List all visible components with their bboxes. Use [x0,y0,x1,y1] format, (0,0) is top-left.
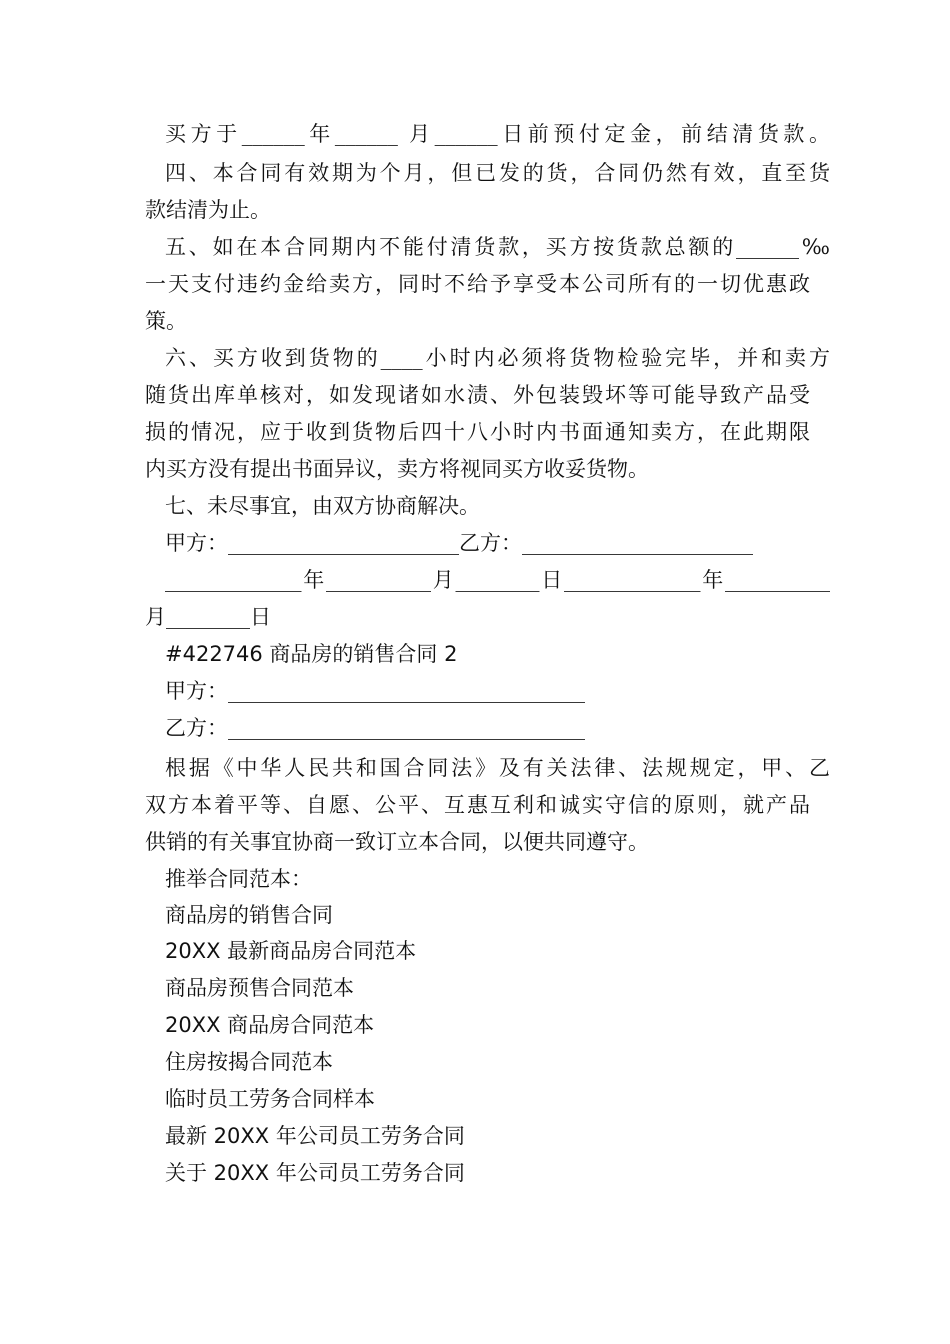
recommend-heading: 推举合同范本： [165,867,312,891]
preamble-line3: 供销的有关事宜协商一致订立本合同，以便共同遵守。 [145,830,649,854]
signature-dates-line1: _____________年__________月________日_____________年__________ [165,568,830,592]
para-4-line1: 四、本合同有效期为个月，但已发的货，合同仍然有效，直至货 [165,161,830,185]
recommend-link-2[interactable]: 20XX 最新商品房合同范本 [165,939,417,963]
para-6-line3: 损的情况，应于收到货物后四十八小时内书面通知卖方，在此期限 [145,420,810,444]
para-7: 七、未尽事宜，由双方协商解决。 [165,494,480,518]
para-6-line1: 六、买方收到货物的____小时内必须将货物检验完毕，并和卖方 [165,346,830,370]
recommend-link-3[interactable]: 商品房预售合同范本 [165,976,354,1000]
para-5-line2: 一天支付违约金给卖方，同时不给予享受本公司所有的一切优惠政 [145,272,810,296]
para-deposit: 买方于______年______ 月______日前预付定金，前结清货款。 [165,122,830,146]
preamble-line1: 根据《中华人民共和国合同法》及有关法律、法规规定，甲、乙 [165,756,830,780]
recommend-link-4[interactable]: 20XX 商品房合同范本 [165,1013,375,1037]
section-heading: #422746 商品房的销售合同 2 [165,642,458,666]
preamble-line2: 双方本着平等、自愿、公平、互惠互利和诚实守信的原则，就产品 [145,793,810,817]
party-a-field: 甲方：__________________________________ [165,679,585,703]
recommend-link-8[interactable]: 关于 20XX 年公司员工劳务合同 [165,1161,465,1185]
para-5-line1: 五、如在本合同期内不能付清货款，买方按货款总额的______‰ [165,235,830,259]
para-6-line4: 内买方没有提出书面异议，卖方将视同买方收妥货物。 [145,457,649,481]
recommend-link-1[interactable]: 商品房的销售合同 [165,903,333,927]
recommend-link-7[interactable]: 最新 20XX 年公司员工劳务合同 [165,1124,465,1148]
recommend-link-5[interactable]: 住房按揭合同范本 [165,1050,333,1074]
para-6-line2: 随货出库单核对，如发现诸如水渍、外包装毁坏等可能导致产品受 [145,383,810,407]
para-5-line3: 策。 [145,309,187,333]
party-b-field: 乙方：__________________________________ [165,716,585,740]
signature-dates-line2: 月________日 [145,605,271,629]
signature-parties: 甲方：______________________乙方：______________________ [165,531,753,555]
recommend-link-6[interactable]: 临时员工劳务合同样本 [165,1087,375,1111]
para-4-line2: 款结清为止。 [145,198,271,222]
